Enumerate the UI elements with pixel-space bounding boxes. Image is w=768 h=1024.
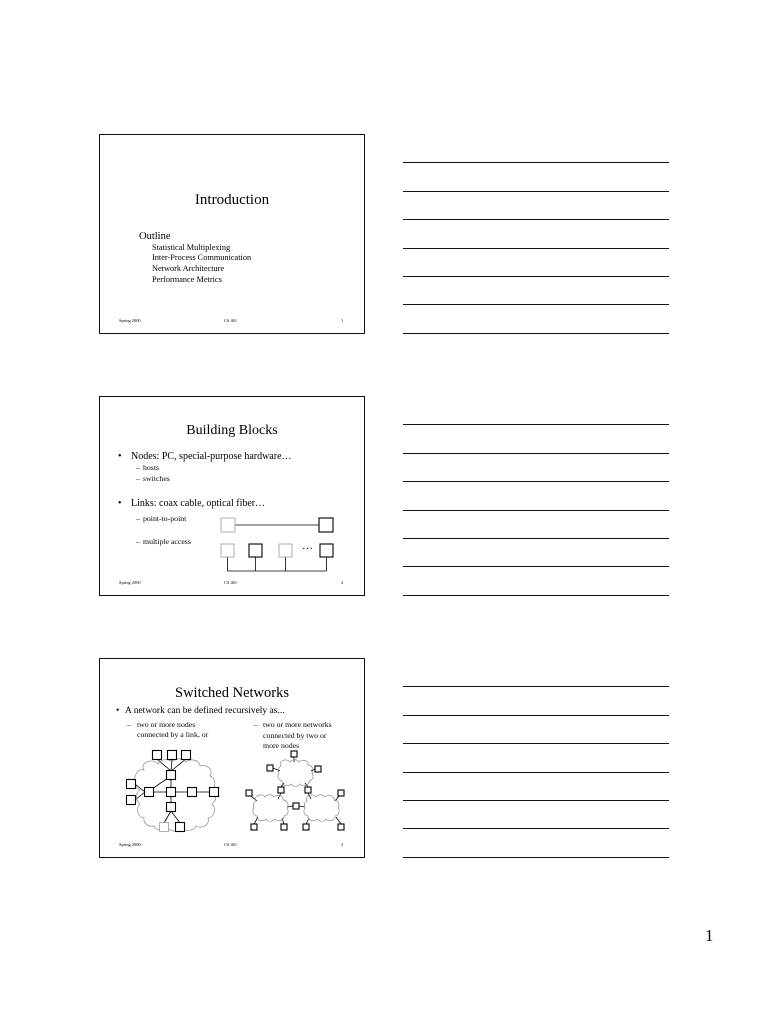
sub-item-networks-line-2: connected by two or (263, 730, 327, 740)
note-line (403, 743, 669, 744)
node-square-gray (221, 544, 234, 557)
notes-area (403, 658, 669, 859)
outline-item: Statistical Multiplexing (152, 242, 231, 252)
link-line (164, 811, 171, 823)
link-line (336, 817, 341, 824)
sub-item-networks-line-3: more nodes (263, 741, 300, 750)
link-types-diagram (100, 397, 364, 595)
node-square-gray (221, 518, 235, 532)
notes-area (403, 134, 669, 335)
bullet-marker: • (118, 498, 122, 509)
sub-item-nodes-line-1: two or more nodes (137, 720, 196, 729)
node-square (167, 788, 176, 797)
note-line (403, 800, 669, 801)
link-line (171, 811, 180, 823)
node-square (249, 544, 262, 557)
sub-item-nodes-line-2: connected by a link, or (137, 730, 209, 739)
node-square (168, 751, 177, 760)
node-square (167, 803, 176, 812)
note-line (403, 595, 669, 596)
note-line (403, 162, 669, 163)
slide-title: Switched Networks (175, 685, 289, 701)
node-square (127, 780, 136, 789)
node-square (176, 823, 185, 832)
link-line (171, 759, 172, 771)
node-square (315, 766, 321, 772)
node-square (246, 790, 252, 796)
footer-course: CS 461 (224, 842, 238, 847)
node-square (278, 787, 284, 793)
sub-item-point-to-point: point-to-point (143, 514, 187, 523)
note-line (403, 248, 669, 249)
dash-marker: – (136, 474, 140, 483)
sub-item-multiple-access: multiple access (143, 537, 191, 546)
network-cloud (278, 760, 313, 787)
node-square (338, 790, 344, 796)
link-line (152, 778, 168, 789)
dash-marker: – (136, 514, 140, 523)
bullet-nodes: Nodes: PC, special-purpose hardware… (131, 451, 292, 462)
bullet-recursive-definition: A network can be defined recursively as... (125, 706, 285, 716)
node-square (320, 544, 333, 557)
node-square (145, 788, 154, 797)
node-square (267, 765, 273, 771)
footer-slide-number: 3 (341, 842, 344, 847)
sub-item-networks-line-1: two or more networks (263, 720, 332, 729)
sub-item-hosts: hosts (143, 463, 160, 472)
node-square (291, 751, 297, 757)
node-square (293, 803, 299, 809)
footer-slide-number: 2 (341, 580, 344, 585)
node-square (305, 787, 311, 793)
bullet-links: Links: coax cable, optical fiber… (131, 498, 266, 509)
note-line (403, 538, 669, 539)
node-square (167, 771, 176, 780)
slide-switched-networks (99, 658, 365, 858)
dash-marker: – (254, 720, 258, 729)
dash-marker: – (127, 720, 131, 729)
slide-title: Building Blocks (186, 423, 278, 438)
node-square (319, 518, 333, 532)
note-line (403, 191, 669, 192)
outline-heading: Outline (139, 231, 171, 242)
slide-introduction (99, 134, 365, 334)
note-line (403, 510, 669, 511)
note-line (403, 857, 669, 858)
network-cloud (304, 795, 339, 822)
note-line (403, 686, 669, 687)
note-line (403, 566, 669, 567)
outline-list (152, 243, 251, 287)
outline-item: Inter-Process Communication (152, 253, 252, 263)
node-square (153, 751, 162, 760)
footer-course: CS 461 (224, 318, 238, 323)
dash-marker: – (136, 463, 140, 472)
bullet-marker: • (116, 706, 120, 716)
note-line (403, 715, 669, 716)
footer-term: Spring 2000 (119, 842, 141, 847)
node-square (182, 751, 191, 760)
node-square (251, 824, 257, 830)
node-square (303, 824, 309, 830)
node-square (188, 788, 197, 797)
outline-item: Network Architecture (152, 264, 225, 274)
page-number: 1 (705, 926, 714, 945)
node-square-gray (160, 823, 169, 832)
note-line (403, 772, 669, 773)
note-line (403, 219, 669, 220)
footer-slide-number: 1 (341, 318, 344, 323)
note-line (403, 333, 669, 334)
slide-building-blocks (99, 396, 365, 596)
node-square (281, 824, 287, 830)
note-line (403, 828, 669, 829)
footer-course: CS 461 (224, 580, 238, 585)
note-line (403, 481, 669, 482)
sub-item-switches: switches (143, 474, 170, 483)
note-line (403, 276, 669, 277)
more-nodes-ellipsis: … (302, 540, 313, 552)
outline-item: Performance Metrics (152, 275, 222, 285)
footer-term: Spring 2000 (119, 580, 141, 585)
link-line (135, 784, 145, 792)
note-line (403, 453, 669, 454)
link-line (157, 759, 171, 771)
node-square (338, 824, 344, 830)
switched-networks-diagram (100, 659, 364, 857)
node-square-gray (279, 544, 292, 557)
node-square (210, 788, 219, 797)
slide-title: Introduction (194, 192, 270, 208)
footer-term: Spring 2000 (119, 318, 141, 323)
note-line (403, 424, 669, 425)
node-square (127, 796, 136, 805)
dash-marker: – (136, 537, 140, 546)
note-line (403, 304, 669, 305)
bullet-marker: • (118, 451, 122, 462)
notes-area (403, 396, 669, 597)
